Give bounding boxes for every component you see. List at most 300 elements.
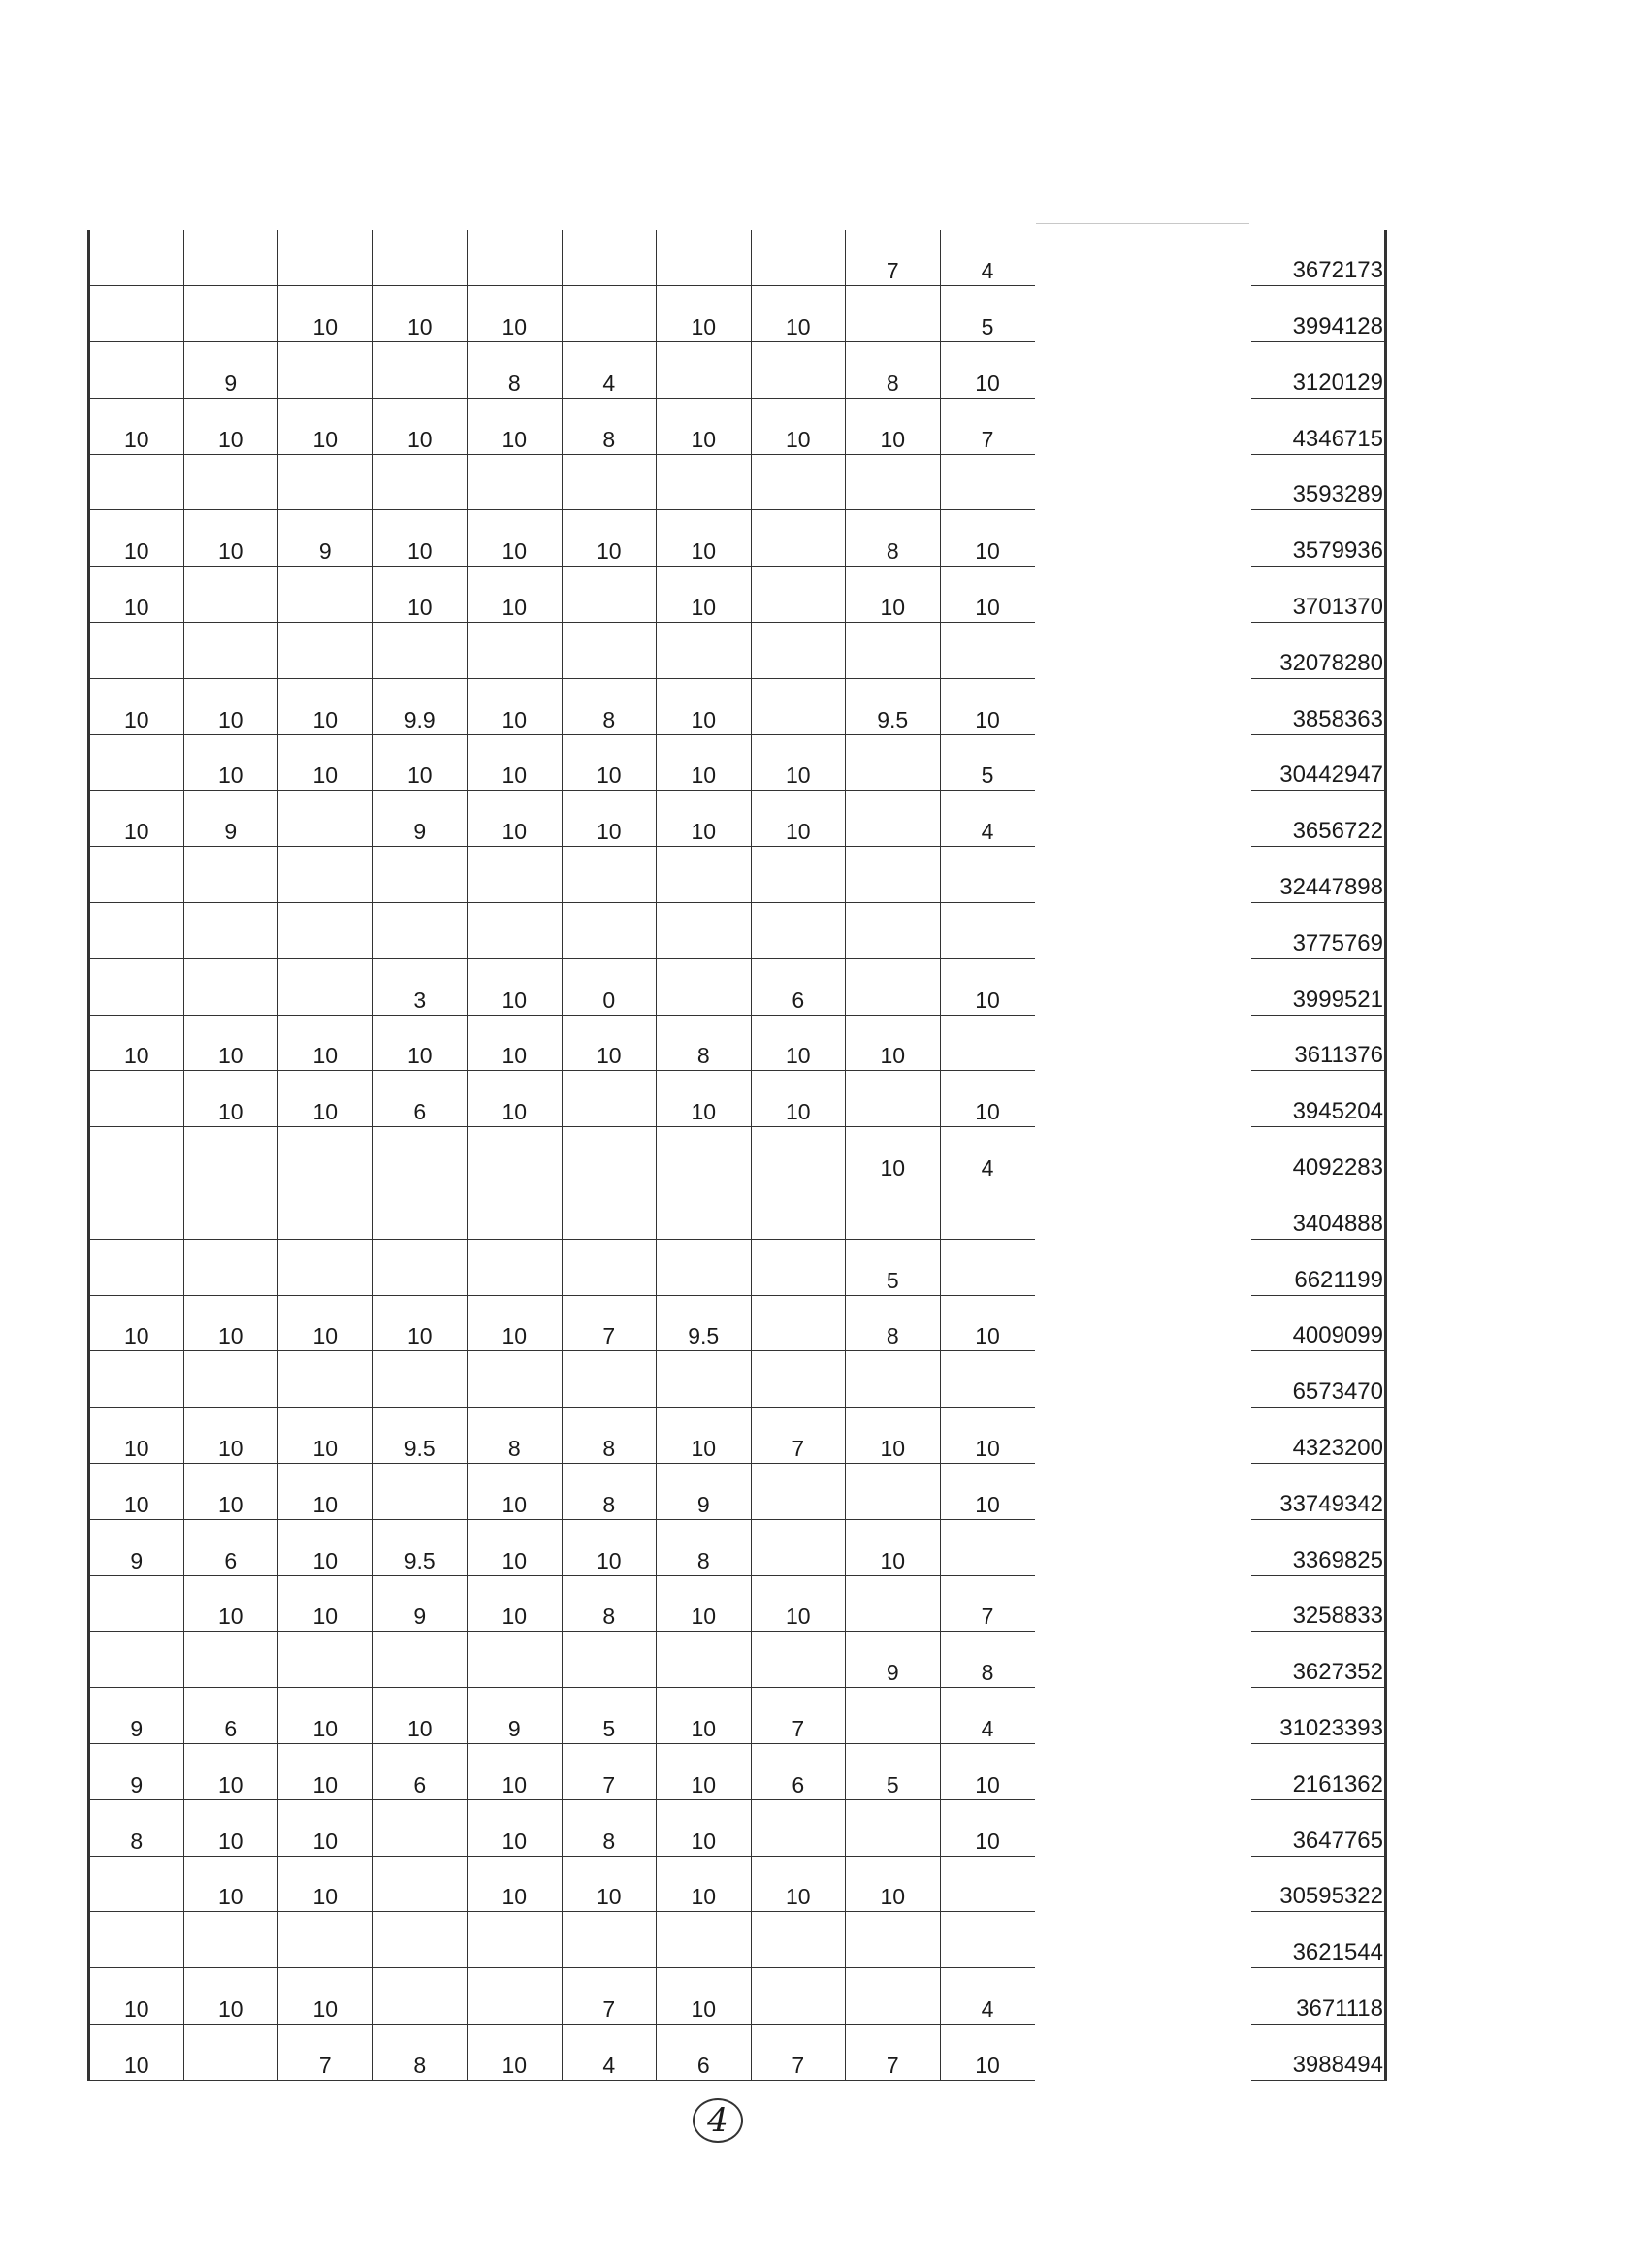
score-cell: [657, 454, 752, 510]
score-cell: [940, 1351, 1035, 1408]
score-cell: [562, 903, 657, 959]
scores-table-body: [89, 230, 1035, 2080]
score-cell: [657, 1127, 752, 1183]
student-id: 3672173: [1251, 230, 1386, 286]
score-cell: [940, 847, 1035, 903]
score-cell: 10: [468, 1575, 563, 1632]
score-cell: 10: [940, 1408, 1035, 1464]
student-id: 3404888: [1251, 1183, 1386, 1240]
score-cell: [183, 847, 278, 903]
score-cell: 10: [278, 1688, 373, 1744]
score-row: [89, 1351, 1035, 1408]
student-id-row: [1251, 847, 1386, 903]
score-cell: 10: [751, 398, 846, 454]
student-id-row: [1251, 1632, 1386, 1688]
score-cell: [183, 567, 278, 623]
score-cell: 10: [89, 1295, 184, 1351]
student-id-row: [1251, 286, 1386, 342]
score-cell: 10: [278, 734, 373, 791]
score-cell: [562, 1127, 657, 1183]
score-cell: [846, 1912, 941, 1968]
score-cell: [278, 958, 373, 1015]
score-cell: [89, 1239, 184, 1295]
score-cell: [89, 1127, 184, 1183]
student-id-row: [1251, 1912, 1386, 1968]
student-id-row: [1251, 342, 1386, 399]
student-id: 3611376: [1251, 1015, 1386, 1071]
score-cell: 9.5: [657, 1295, 752, 1351]
stray-line: [1036, 223, 1249, 224]
score-cell: [468, 623, 563, 679]
score-cell: 10: [278, 1408, 373, 1464]
score-cell: [89, 342, 184, 399]
score-cell: 10: [468, 2025, 563, 2081]
score-cell: [751, 1127, 846, 1183]
score-cell: 10: [183, 1464, 278, 1520]
score-cell: 10: [183, 510, 278, 567]
student-id: 32078280: [1251, 623, 1386, 679]
student-id-row: [1251, 398, 1386, 454]
score-cell: 10: [562, 1856, 657, 1912]
score-cell: [372, 342, 468, 399]
scores-table: [87, 230, 1035, 2081]
score-cell: 9: [846, 1632, 941, 1688]
score-cell: 8: [846, 342, 941, 399]
score-cell: 4: [940, 1688, 1035, 1744]
score-cell: 10: [940, 567, 1035, 623]
score-cell: [562, 1632, 657, 1688]
score-cell: [751, 1464, 846, 1520]
score-cell: 10: [468, 958, 563, 1015]
score-cell: [657, 230, 752, 286]
score-cell: 10: [468, 286, 563, 342]
student-id: 3775769: [1251, 903, 1386, 959]
score-cell: 10: [940, 678, 1035, 734]
score-cell: [372, 454, 468, 510]
score-cell: [278, 342, 373, 399]
score-cell: [372, 1464, 468, 1520]
student-id: 3858363: [1251, 678, 1386, 734]
score-cell: 10: [468, 510, 563, 567]
score-row: [89, 791, 1035, 847]
score-cell: [278, 230, 373, 286]
score-cell: [562, 230, 657, 286]
score-cell: [940, 1519, 1035, 1575]
score-cell: [751, 1295, 846, 1351]
score-cell: 10: [846, 1015, 941, 1071]
score-cell: [372, 230, 468, 286]
score-cell: 10: [657, 286, 752, 342]
score-row: [89, 1968, 1035, 2025]
score-row: [89, 567, 1035, 623]
score-cell: [278, 791, 373, 847]
score-cell: 10: [183, 1856, 278, 1912]
score-cell: [278, 567, 373, 623]
score-cell: 10: [940, 510, 1035, 567]
score-cell: 10: [751, 1575, 846, 1632]
score-cell: [372, 1127, 468, 1183]
score-cell: [562, 1183, 657, 1240]
score-cell: [89, 958, 184, 1015]
score-cell: 8: [562, 1464, 657, 1520]
score-cell: 10: [657, 678, 752, 734]
score-cell: 10: [372, 510, 468, 567]
score-cell: [89, 1912, 184, 1968]
score-cell: [372, 1183, 468, 1240]
score-cell: 10: [278, 1968, 373, 2025]
score-cell: 10: [562, 791, 657, 847]
score-cell: [657, 847, 752, 903]
score-cell: [940, 903, 1035, 959]
student-id-row: [1251, 1295, 1386, 1351]
score-cell: [940, 1239, 1035, 1295]
student-id: 4009099: [1251, 1295, 1386, 1351]
score-cell: 9: [657, 1464, 752, 1520]
score-cell: [751, 1239, 846, 1295]
score-cell: 9: [468, 1688, 563, 1744]
score-cell: 8: [562, 1408, 657, 1464]
score-cell: [562, 1912, 657, 1968]
score-cell: 8: [89, 1799, 184, 1856]
score-cell: 10: [846, 1856, 941, 1912]
score-cell: 6: [751, 958, 846, 1015]
score-cell: 6: [372, 1071, 468, 1127]
score-row: [89, 1575, 1035, 1632]
score-row: [89, 1295, 1035, 1351]
score-cell: [846, 1351, 941, 1408]
score-cell: 10: [940, 1744, 1035, 1800]
score-cell: 10: [278, 1856, 373, 1912]
score-cell: 10: [468, 1799, 563, 1856]
score-cell: 10: [372, 734, 468, 791]
score-cell: 10: [468, 1464, 563, 1520]
score-cell: 7: [751, 1688, 846, 1744]
score-cell: 0: [562, 958, 657, 1015]
student-id: 3621544: [1251, 1912, 1386, 1968]
score-cell: 8: [372, 2025, 468, 2081]
score-cell: [372, 1912, 468, 1968]
score-cell: 8: [846, 1295, 941, 1351]
score-cell: 9.5: [846, 678, 941, 734]
score-row: [89, 1688, 1035, 1744]
score-cell: [278, 1183, 373, 1240]
score-cell: 10: [89, 2025, 184, 2081]
score-cell: 10: [183, 1744, 278, 1800]
score-cell: 10: [657, 567, 752, 623]
score-cell: 9: [89, 1744, 184, 1800]
student-id-row: [1251, 454, 1386, 510]
score-row: [89, 1071, 1035, 1127]
score-cell: [657, 342, 752, 399]
score-cell: 10: [372, 398, 468, 454]
student-id-row: [1251, 1968, 1386, 2025]
score-cell: 10: [372, 1688, 468, 1744]
score-row: [89, 1856, 1035, 1912]
score-cell: 10: [183, 1968, 278, 2025]
score-cell: [751, 230, 846, 286]
score-cell: [751, 1183, 846, 1240]
score-cell: 10: [940, 958, 1035, 1015]
score-cell: [183, 1183, 278, 1240]
score-cell: [846, 1968, 941, 2025]
score-cell: [183, 2025, 278, 2081]
score-cell: 6: [372, 1744, 468, 1800]
student-id-row: [1251, 1464, 1386, 1520]
score-cell: 10: [278, 1071, 373, 1127]
score-cell: 10: [657, 1688, 752, 1744]
score-cell: [183, 230, 278, 286]
score-cell: [372, 1968, 468, 2025]
score-cell: [940, 623, 1035, 679]
student-id: 6573470: [1251, 1351, 1386, 1408]
student-id-row: [1251, 230, 1386, 286]
score-cell: [372, 1799, 468, 1856]
score-cell: [940, 454, 1035, 510]
score-cell: [278, 1632, 373, 1688]
score-cell: [89, 1632, 184, 1688]
score-cell: [468, 1351, 563, 1408]
score-cell: 10: [468, 398, 563, 454]
score-cell: 6: [183, 1688, 278, 1744]
student-id-row: [1251, 1183, 1386, 1240]
score-cell: 5: [940, 286, 1035, 342]
score-cell: 10: [278, 1015, 373, 1071]
student-id: 3656722: [1251, 791, 1386, 847]
score-cell: 10: [940, 1464, 1035, 1520]
student-id-row: [1251, 1519, 1386, 1575]
score-cell: 10: [89, 1968, 184, 2025]
score-cell: 8: [468, 342, 563, 399]
score-cell: [278, 847, 373, 903]
student-id: 4092283: [1251, 1127, 1386, 1183]
score-cell: 10: [846, 398, 941, 454]
score-cell: 7: [278, 2025, 373, 2081]
score-cell: [940, 1183, 1035, 1240]
score-cell: [183, 1239, 278, 1295]
student-id-row: [1251, 510, 1386, 567]
score-cell: 10: [468, 1856, 563, 1912]
score-row: [89, 1632, 1035, 1688]
score-row: [89, 1015, 1035, 1071]
score-cell: [751, 1968, 846, 2025]
score-cell: [89, 1575, 184, 1632]
score-cell: [278, 1351, 373, 1408]
score-row: [89, 1183, 1035, 1240]
score-cell: 10: [89, 791, 184, 847]
score-row: [89, 958, 1035, 1015]
score-cell: 10: [278, 286, 373, 342]
score-cell: 10: [657, 398, 752, 454]
score-cell: 10: [468, 1519, 563, 1575]
score-cell: [372, 1351, 468, 1408]
score-row: [89, 1464, 1035, 1520]
score-cell: 9: [89, 1688, 184, 1744]
score-cell: 10: [751, 791, 846, 847]
score-cell: [89, 1071, 184, 1127]
score-cell: 10: [468, 1015, 563, 1071]
score-cell: [468, 847, 563, 903]
score-cell: [183, 958, 278, 1015]
score-cell: 10: [846, 1408, 941, 1464]
score-row: [89, 1912, 1035, 1968]
score-cell: 8: [562, 678, 657, 734]
student-id-row: [1251, 958, 1386, 1015]
score-cell: [468, 1968, 563, 2025]
score-row: [89, 398, 1035, 454]
score-cell: [751, 1912, 846, 1968]
score-cell: [940, 1912, 1035, 1968]
score-cell: [183, 1632, 278, 1688]
score-cell: [89, 286, 184, 342]
student-id: 3988494: [1251, 2025, 1386, 2081]
score-cell: [846, 734, 941, 791]
score-cell: 10: [657, 1744, 752, 1800]
score-cell: 10: [183, 1015, 278, 1071]
student-id: 3945204: [1251, 1071, 1386, 1127]
student-id: 30442947: [1251, 734, 1386, 791]
score-cell: [89, 623, 184, 679]
score-cell: [751, 1351, 846, 1408]
score-cell: 10: [89, 678, 184, 734]
student-id: 4323200: [1251, 1408, 1386, 1464]
score-cell: 10: [89, 398, 184, 454]
score-cell: [278, 454, 373, 510]
score-cell: [468, 1632, 563, 1688]
score-cell: 5: [940, 734, 1035, 791]
score-cell: [468, 1183, 563, 1240]
score-cell: 10: [940, 1799, 1035, 1856]
score-cell: 5: [846, 1744, 941, 1800]
score-cell: [183, 623, 278, 679]
score-cell: 10: [468, 791, 563, 847]
student-id-row: [1251, 734, 1386, 791]
score-cell: 10: [940, 1295, 1035, 1351]
score-cell: 10: [183, 1295, 278, 1351]
score-row: [89, 230, 1035, 286]
score-cell: 8: [657, 1519, 752, 1575]
score-cell: 10: [940, 342, 1035, 399]
score-cell: 10: [562, 1015, 657, 1071]
score-cell: [940, 1015, 1035, 1071]
score-cell: 6: [183, 1519, 278, 1575]
score-cell: [89, 1183, 184, 1240]
score-cell: 8: [940, 1632, 1035, 1688]
score-cell: [89, 1856, 184, 1912]
score-cell: [278, 1127, 373, 1183]
score-cell: 7: [846, 230, 941, 286]
student-id-table-body: [1251, 230, 1386, 2080]
score-cell: [562, 454, 657, 510]
student-id: 3647765: [1251, 1799, 1386, 1856]
score-cell: [751, 678, 846, 734]
score-cell: 6: [751, 1744, 846, 1800]
score-cell: [751, 903, 846, 959]
score-cell: 10: [751, 734, 846, 791]
score-row: [89, 678, 1035, 734]
score-cell: [846, 454, 941, 510]
score-cell: [846, 958, 941, 1015]
student-id-row: [1251, 1408, 1386, 1464]
score-cell: 10: [372, 1015, 468, 1071]
score-cell: 10: [468, 1071, 563, 1127]
score-row: [89, 1127, 1035, 1183]
score-cell: 10: [183, 398, 278, 454]
score-cell: [372, 903, 468, 959]
student-id: 3627352: [1251, 1632, 1386, 1688]
score-cell: [89, 1351, 184, 1408]
student-id-row: [1251, 623, 1386, 679]
score-cell: [372, 1632, 468, 1688]
score-cell: 10: [278, 1464, 373, 1520]
score-cell: [562, 567, 657, 623]
score-row: [89, 1239, 1035, 1295]
student-id-row: [1251, 1239, 1386, 1295]
score-cell: [751, 567, 846, 623]
score-cell: 10: [468, 1295, 563, 1351]
score-cell: 3: [372, 958, 468, 1015]
score-cell: 10: [183, 678, 278, 734]
score-cell: 9: [372, 791, 468, 847]
student-id-row: [1251, 1856, 1386, 1912]
score-cell: [562, 623, 657, 679]
score-cell: 10: [89, 1464, 184, 1520]
score-cell: 10: [468, 734, 563, 791]
score-cell: [846, 1464, 941, 1520]
score-cell: 8: [562, 398, 657, 454]
score-cell: 8: [468, 1408, 563, 1464]
score-cell: [468, 903, 563, 959]
score-cell: [657, 1183, 752, 1240]
score-cell: [846, 903, 941, 959]
score-cell: 10: [468, 567, 563, 623]
score-cell: [183, 286, 278, 342]
score-cell: [846, 1799, 941, 1856]
score-cell: 10: [372, 286, 468, 342]
score-cell: [468, 1912, 563, 1968]
score-cell: [372, 847, 468, 903]
student-id: 3258833: [1251, 1575, 1386, 1632]
score-cell: 10: [468, 1744, 563, 1800]
score-cell: 8: [657, 1015, 752, 1071]
score-cell: 10: [562, 734, 657, 791]
score-cell: 10: [278, 398, 373, 454]
score-row: [89, 1799, 1035, 1856]
score-cell: 6: [657, 2025, 752, 2081]
score-cell: [751, 342, 846, 399]
score-cell: 10: [751, 286, 846, 342]
score-cell: [751, 623, 846, 679]
score-cell: 10: [846, 1519, 941, 1575]
score-cell: 10: [657, 1856, 752, 1912]
score-cell: [846, 1575, 941, 1632]
score-cell: 10: [278, 1295, 373, 1351]
student-id-row: [1251, 1744, 1386, 1800]
score-cell: [751, 510, 846, 567]
score-cell: [468, 1127, 563, 1183]
score-row: [89, 286, 1035, 342]
score-cell: [846, 847, 941, 903]
score-cell: [372, 1856, 468, 1912]
score-cell: [846, 1688, 941, 1744]
score-cell: 10: [846, 567, 941, 623]
score-cell: 10: [372, 567, 468, 623]
student-id-row: [1251, 1071, 1386, 1127]
score-cell: [562, 1239, 657, 1295]
score-cell: 10: [278, 1575, 373, 1632]
student-id: 3994128: [1251, 286, 1386, 342]
score-cell: [940, 1856, 1035, 1912]
student-id-row: [1251, 1351, 1386, 1408]
